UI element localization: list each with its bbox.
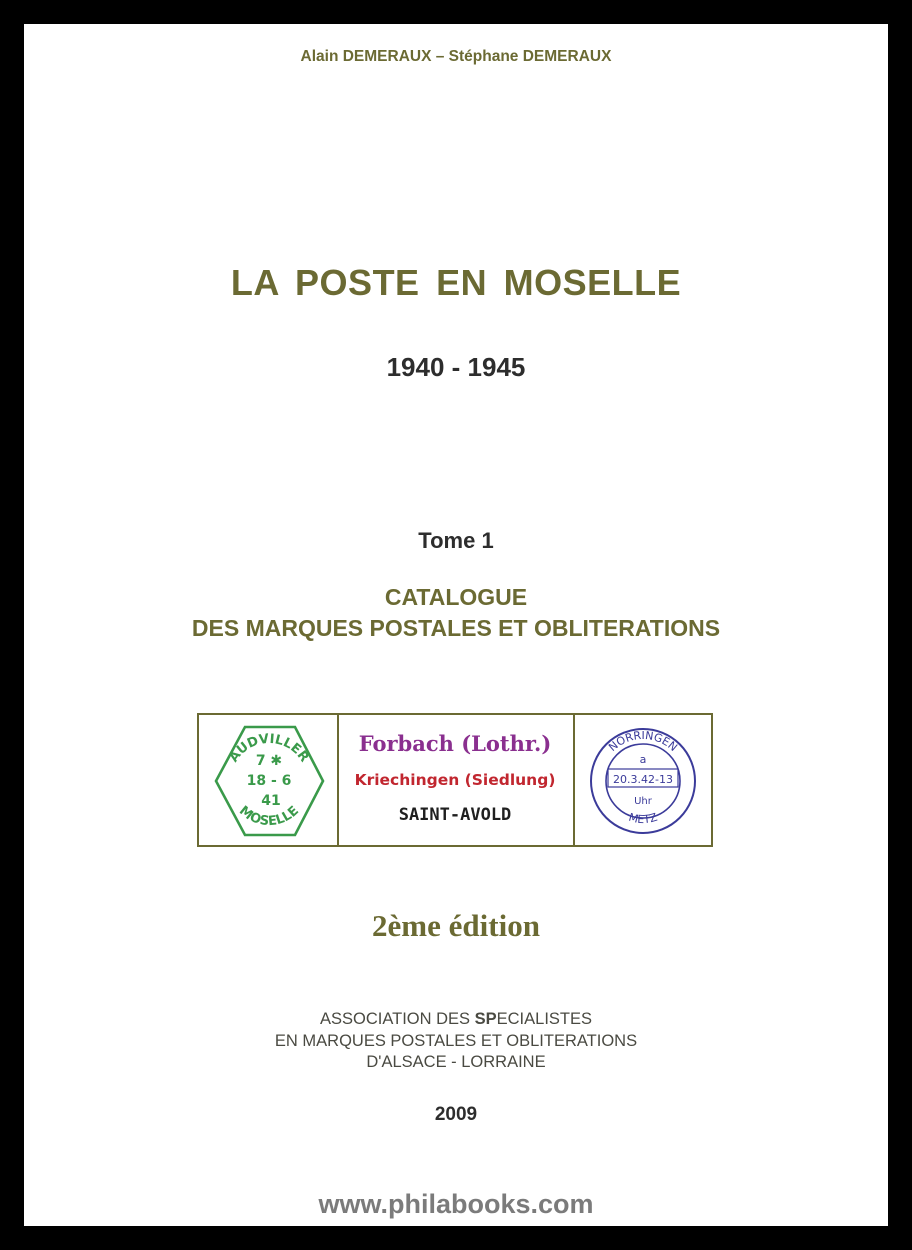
authors: Alain DEMERAUX – Stéphane DEMERAUX	[300, 48, 612, 65]
subtitle-line-2: DES MARQUES POSTALES ET OBLITERATIONS	[191, 615, 721, 641]
circle-date: 20.3.42-13	[613, 773, 673, 786]
text-postmarks	[337, 715, 575, 845]
hexagon-bottom-text: MOSELLE	[236, 803, 302, 830]
book-cover	[24, 24, 888, 1226]
hexagon-postmark	[199, 715, 339, 845]
book-title: LA POSTE EN MOSELLE	[230, 262, 682, 303]
years-range: 1940 - 1945	[386, 352, 526, 382]
hexagon-stamp-icon	[199, 715, 337, 845]
association-line-2: EN MARQUES POSTALES ET OBLITERATIONS	[274, 1032, 638, 1050]
website-url: www.philabooks.com	[318, 1189, 594, 1219]
circle-letter: a	[639, 753, 647, 766]
saint-avold-stamp: SAINT-AVOLD	[398, 805, 512, 825]
subtitle-line-1: CATALOGUE	[384, 584, 528, 610]
hexagon-line-3: 41	[261, 793, 281, 809]
association-line-1	[24, 1010, 888, 1029]
volume-label: Tome 1	[418, 528, 494, 553]
circle-stamp-icon	[575, 715, 711, 845]
postmark-illustration	[197, 713, 713, 847]
circle-bottom-text: METZ	[627, 810, 659, 827]
publication-year: 2009	[434, 1104, 478, 1125]
circle-top-text: NÖRRINGEN	[606, 728, 680, 754]
svg-text:NÖRRINGEN	[606, 729, 680, 754]
hexagon-top-text: AUDVILLER	[226, 731, 312, 766]
circular-postmark	[575, 715, 711, 845]
association-line-1-pre: ASSOCIATION DES	[319, 1010, 475, 1028]
association-line-1-bold: SP	[474, 1010, 497, 1028]
edition-label: 2ème édition	[372, 908, 540, 943]
association-line-3: D'ALSACE - LORRAINE	[366, 1053, 546, 1071]
forbach-stamp: Forbach (Lothr.)	[358, 731, 552, 756]
kriechingen-stamp: Kriechingen (Siedlung)	[354, 771, 556, 789]
circle-sub: Uhr	[634, 796, 652, 807]
svg-text:METZ	[627, 811, 659, 827]
association-line-1-post: ECIALISTES	[496, 1010, 593, 1028]
hexagon-line-1: 7 ✱	[255, 753, 283, 769]
hexagon-line-2: 18 - 6	[246, 773, 292, 789]
